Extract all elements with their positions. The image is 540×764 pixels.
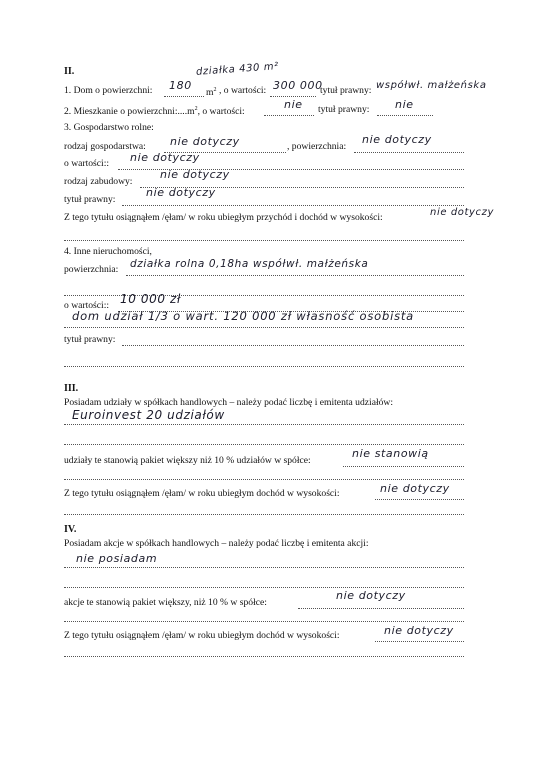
section-iii-heading: III. [64, 383, 79, 394]
akcje-pakiet-label: akcje te stanowią pakiet większy, niż 10 % w spółce: [64, 597, 267, 608]
inne-wartosc-label: o wartości:: [64, 300, 110, 311]
inne-tytul-line-2 [64, 366, 464, 367]
inne-extra-line [64, 327, 464, 328]
gospodarstwo-income-label: Z tego tytułu osiągnąłem /ęłam/ w roku ubiegłym przychód i dochód w wysokości: [64, 212, 383, 223]
gospodarstwo-tytul-line [122, 205, 464, 206]
udzialy-income-label: Z tego tytułu osiągnąłem /ęłam/ w roku ubiegłym dochód w wysokości: [64, 488, 340, 499]
inne-pow-line [126, 275, 464, 276]
inne-wartosc-value: 10 000 zł [120, 292, 181, 306]
udzialy-value: Euroinvest 20 udziałów [72, 408, 225, 422]
udzialy-income-line-2 [64, 514, 464, 515]
akcje-income-value: nie dotyczy [384, 624, 454, 637]
udzialy-pakiet-line [343, 466, 464, 467]
inne-extra-value: dom udział 1/3 o wart. 120 000 zł własność osobista [72, 309, 415, 323]
udzialy-pakiet-line-2 [64, 479, 464, 480]
akcje-value: nie posiadam [76, 552, 158, 565]
gospodarstwo-heading: 3. Gospodarstwo rolne: [64, 122, 154, 133]
inne-pow-value: działka rolna 0,18ha współwł. małżeńska [130, 258, 369, 270]
inne-tytul-line [122, 345, 464, 346]
gospodarstwo-wartosc-label: o wartości:: [64, 158, 110, 169]
mieszkanie-value-line [264, 115, 314, 116]
udzialy-line-2 [64, 444, 464, 445]
udzialy-pakiet-label: udziały te stanowią pakiet większy niż 10 % udziałów w spółce: [64, 455, 311, 466]
akcje-income-label: Z tego tytułu osiągnąłem /ęłam/ w roku ubiegłym dochód w wysokości: [64, 630, 340, 641]
udzialy-income-line [375, 499, 464, 500]
dom-title-label: tytuł prawny: [320, 85, 372, 96]
gospodarstwo-wartosc-value: nie dotyczy [130, 151, 200, 164]
dom-plot-note: działka 430 m² [195, 61, 280, 78]
mieszkanie-title-line [377, 115, 433, 116]
gospodarstwo-income-value: nie dotyczy [430, 207, 495, 218]
gospodarstwo-rodzaj-label: rodzaj gospodarstwa: [64, 141, 146, 152]
gospodarstwo-rodzaj-value: nie dotyczy [170, 135, 240, 148]
mieszkanie-value: nie [284, 98, 303, 111]
udzialy-intro: Posiadam udziały w spółkach handlowych – należy podać liczbę i emitenta udziałów: [64, 397, 394, 408]
gospodarstwo-pow-value: nie dotyczy [362, 133, 432, 146]
dom-value-line [270, 96, 316, 97]
dom-unit: $m^2$ [206, 87, 217, 99]
udzialy-income-value: nie dotyczy [380, 482, 450, 495]
inne-heading: 4. Inne nieruchomości, [64, 246, 152, 257]
akcje-pakiet-line-2 [64, 621, 464, 622]
mieszkanie-title-value: nie [395, 98, 414, 111]
dom-value-label: , o wartości: [219, 85, 267, 96]
gospodarstwo-tytul-value: nie dotyczy [146, 186, 216, 199]
akcje-pakiet-line [298, 608, 464, 609]
dom-area-line [164, 96, 204, 97]
section-ii-heading: II. [64, 66, 75, 77]
dom-value: 300 000 [273, 79, 323, 92]
mieszkanie-label: 2. Mieszkanie o $powierzchni:....m^2$, o wartości: [64, 106, 245, 118]
akcje-income-line [375, 641, 464, 642]
inne-pow-label: powierzchnia: [64, 264, 119, 275]
udzialy-pakiet-value: nie stanowią [352, 447, 429, 460]
akcje-line [64, 567, 464, 568]
gospodarstwo-pow-label: , powierzchnia: [287, 141, 347, 152]
akcje-line-2 [64, 587, 464, 588]
akcje-income-line-2 [64, 656, 464, 657]
gospodarstwo-zabudowy-value: nie dotyczy [160, 168, 230, 181]
dom-label: 1. Dom o powierzchni: [64, 85, 153, 96]
mieszkanie-title-label: tytuł prawny: [318, 104, 370, 115]
dom-title-value: współwł. małżeńska [376, 80, 487, 91]
akcje-intro: Posiadam akcje w spółkach handlowych – należy podać liczbę i emitenta akcji: [64, 538, 369, 549]
section-iv-heading: IV. [64, 524, 77, 535]
udzialy-line [64, 424, 464, 425]
gospodarstwo-zabudowy-label: rodzaj zabudowy: [64, 176, 133, 187]
inne-tytul-label: tytuł prawny: [64, 334, 116, 345]
akcje-pakiet-value: nie dotyczy [336, 589, 406, 602]
gospodarstwo-income-line [64, 240, 464, 241]
dom-area-value: 180 [169, 79, 192, 92]
gospodarstwo-tytul-label: tytuł prawny: [64, 194, 116, 205]
gospodarstwo-pow-line [354, 152, 464, 153]
